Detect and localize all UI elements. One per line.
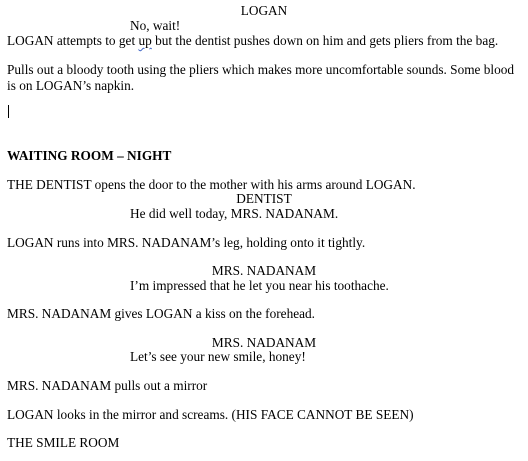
action-gives-kiss: MRS. NADANAM gives LOGAN a kiss on the forehead. (7, 306, 316, 321)
action-smile-room: THE SMILE ROOM (7, 435, 120, 450)
character-name-mrs-nadanam-2: MRS. NADANAM (211, 335, 317, 350)
dialogue-im-impressed: I’m impressed that he let you near his toothache. (130, 278, 389, 293)
character-name-mrs-nadanam: MRS. NADANAM (211, 263, 317, 278)
action-logan-runs: LOGAN runs into MRS. NADANAM’s leg, holding onto it tightly. (7, 235, 366, 250)
spelling-flagged-word[interactable]: up (138, 33, 152, 48)
action-pulls-mirror: MRS. NADANAM pulls out a mirror (7, 378, 208, 393)
action-pulls-out-tooth: Pulls out a bloody tooth using the pliers which makes more uncomfortable sounds. Some blood is on LOGAN’s napkin. (7, 62, 515, 93)
text-cursor (8, 105, 9, 118)
action-logan-attempts-pre: LOGAN attempts to get (7, 33, 139, 48)
character-name-logan: LOGAN (240, 3, 288, 18)
dialogue-he-did-well: He did well today, MRS. NADANAM. (130, 206, 339, 221)
action-logan-attempts-post: but the dentist pushes down on him and gets pliers from the bag. (151, 33, 499, 48)
character-name-dentist: DENTIST (236, 191, 292, 206)
action-logan-screams: LOGAN looks in the mirror and screams. (HIS FACE CANNOT BE SEEN) (7, 407, 414, 422)
scene-heading-waiting-room: WAITING ROOM – NIGHT (7, 148, 172, 163)
action-logan-attempts (7, 33, 498, 49)
dialogue-new-smile: Let’s see your new smile, honey! (130, 349, 306, 364)
dialogue-no-wait: No, wait! (130, 18, 181, 33)
action-dentist-opens-door: THE DENTIST opens the door to the mother with his arms around LOGAN. (7, 177, 416, 192)
